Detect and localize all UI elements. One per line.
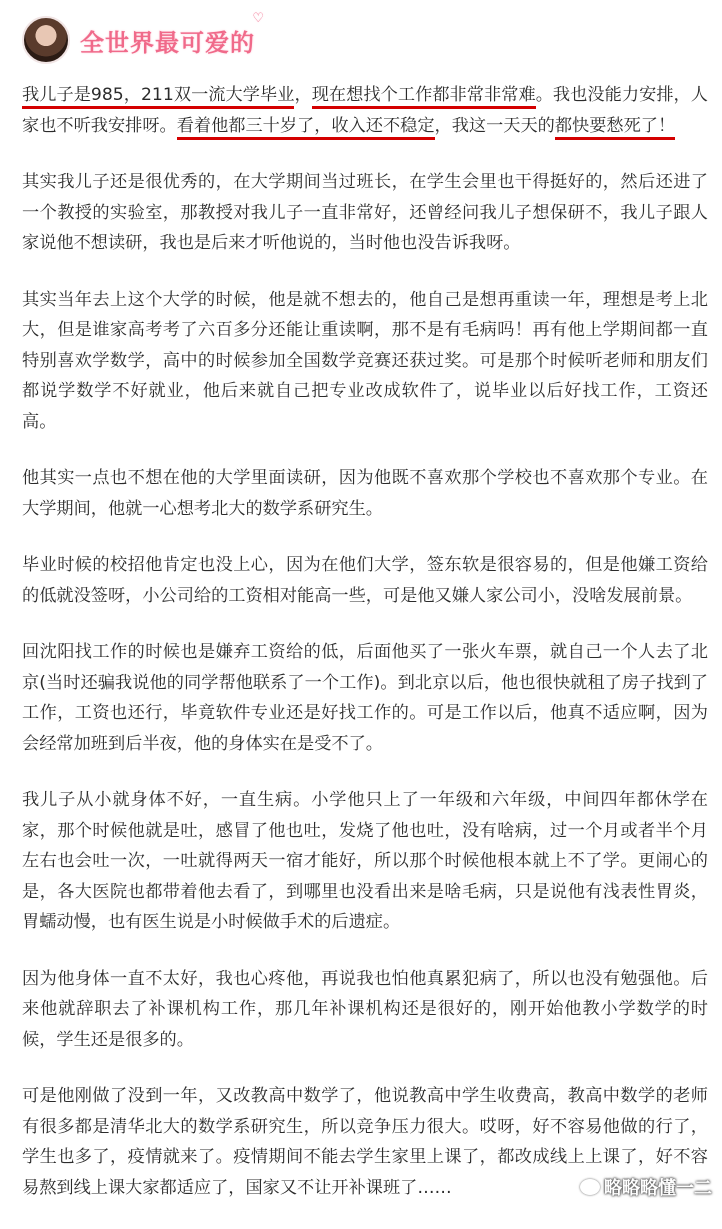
heart-icon: ♡ bbox=[252, 10, 265, 26]
author-name-text: 全世界最可爱的 bbox=[80, 28, 255, 57]
author-name[interactable] bbox=[80, 10, 265, 58]
author-avatar[interactable] bbox=[22, 16, 70, 64]
paragraph-2: 其实我儿子还是很优秀的，在大学期间当过班长，在学生会里也干得挺好的，然后还进了一个教授的实验室，那教授对我儿子一直非常好，还曾经问我儿子想保研不，我儿子跟人家说他不想读研，我也是后来才听他说的，当时他也没告诉我呀。 bbox=[22, 172, 708, 253]
article-header bbox=[22, 10, 265, 66]
highlight-3: 看着他都三十岁了，收入还不稳定 bbox=[177, 116, 435, 140]
watermark bbox=[580, 1174, 712, 1200]
paragraph-7: 我儿子从小就身体不好，一直生病。小学他只上了一年级和六年级，中间四年都休学在家，那个时候他就是吐，感冒了他也吐，发烧了他也吐，没有啥病，过一个月或者半个月左右也会吐一次，一吐就得两天一宿才能好，所以那个时候他根本就上不了学。更闹心的是，各大医院也都带着他去看了，到哪里也没看出来是啥毛病，只是说他有浅表性胃炎，胃蠕动慢，也有医生说是小时候做手术的后遗症。 bbox=[22, 790, 708, 932]
paragraph-8: 因为他身体一直不太好，我也心疼他，再说我也怕他真累犯病了，所以也没有勉强他。后来他就辞职去了补课机构工作，那几年补课机构还是很好的，刚开始他教小学数学的时候，学生还是很多的。 bbox=[22, 968, 708, 1050]
text-span: ， bbox=[294, 85, 312, 105]
article-body bbox=[22, 80, 708, 1229]
paragraph-3: 其实当年去上这个大学的时候，他是就不想去的，他自己是想再重读一年，理想是考上北大，但是谁家高考考了六百多分还能让重读啊，那不是有毛病吗！再有他上学期间都一直特别喜欢学数学，高中的时候参加全国数学竞赛还获过奖。可是那个时候听老师和朋友们都说学数学不好就业，他后来就自己把专业改成软件了，说毕业以后好找工作，工资还高。 bbox=[22, 289, 708, 432]
text-span: ，我这一天天的 bbox=[434, 115, 555, 136]
highlight-2: 现在想找个工作都非常非常难 bbox=[312, 85, 536, 109]
paragraph-9: 可是他刚做了没到一年，又改教高中数学了，他说教高中学生收费高，教高中数学的老师有很多都是清华北大的数学系研究生，所以竞争压力很大。哎呀，好不容易他做的行了，学生也多了，疫情就来了。疫情期间不能去学生家里上课了，都改成线上上课了，好不容易熬到线上课大家都适应了，国家又不让开补课班了…… bbox=[22, 1086, 708, 1198]
paragraph-4: 他其实一点也不想在他的大学里面读研，因为他既不喜欢那个学校也不喜欢那个专业。在大学期间，他就一心想考北大的数学系研究生。 bbox=[22, 468, 708, 519]
paragraph-5: 毕业时候的校招他肯定也没上心，因为在他们大学，签东软是很容易的，但是他嫌工资给的低就没签呀，小公司给的工资相对能高一些，可是他又嫌人家公司小，没啥发展前景。 bbox=[22, 555, 708, 606]
paragraph-1 bbox=[22, 80, 708, 141]
watermark-text: 略略略懂一二 bbox=[604, 1178, 712, 1199]
highlight-1: 我儿子是985，211双一流大学毕业 bbox=[22, 85, 294, 109]
paragraph-6: 回沈阳找工作的时候也是嫌弃工资给的低，后面他买了一张火车票，就自己一个人去了北京(当时还骗我说他的同学帮他联系了一个工作)。到北京以后，他也很快就租了房子找到了工作，工资也还行，毕竟软件专业还是好找工作的。可是工作以后，他真不适应啊，因为会经常加班到后半夜，他的身体实在是受不了。 bbox=[22, 642, 708, 754]
highlight-4: 都快要愁死了！ bbox=[555, 116, 675, 140]
wechat-icon bbox=[580, 1179, 600, 1195]
text-span: 。我也没能力安排，人家也不听我安排呀。 bbox=[22, 85, 708, 136]
